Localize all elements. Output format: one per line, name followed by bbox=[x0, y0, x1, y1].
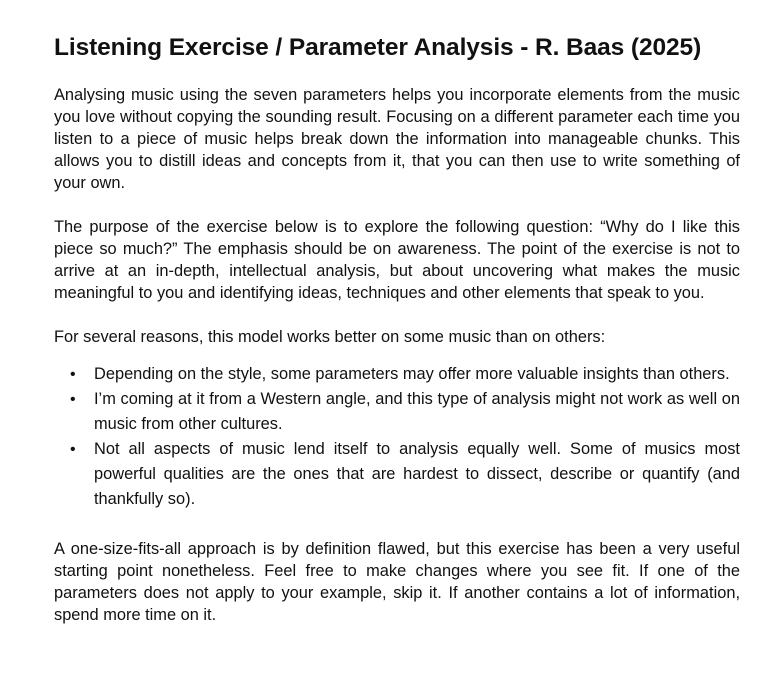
reasons-paragraph: For several reasons, this model works better on some music than on others: bbox=[54, 328, 606, 346]
list-item bbox=[54, 387, 740, 437]
list-item bbox=[54, 437, 740, 512]
purpose-paragraph: The purpose of the exercise below is to explore the following question: “Why do I like this piece so much?” The emphasis should be on awareness. The point of the exercise is not to arrive at an in-depth, intellectual analysis, but about uncovering what makes the music meaningful to you and identifying ideas, techniques and other elements that speak to you. bbox=[54, 218, 740, 302]
document-title: Listening Exercise / Parameter Analysis - R. Baas (2025) bbox=[54, 34, 702, 61]
bullet-icon: • bbox=[70, 391, 76, 408]
bullet-icon: • bbox=[70, 366, 76, 383]
list-item-text: I’m coming at it from a Western angle, and this type of analysis might not work as well on music from other cultures. bbox=[94, 390, 740, 433]
document-page bbox=[54, 32, 740, 626]
list-item-text: Not all aspects of music lend itself to analysis equally well. Some of musics most powerful qualities are the ones that are hardest to dissect, describe or quantify (and thankfully so). bbox=[94, 440, 740, 508]
intro-paragraph: Analysing music using the seven parameters helps you incorporate elements from the music you love without copying the sounding result. Focusing on a different parameter each time you listen to a piece of music helps break down the information into manageable chunks. This allows you to distill ideas and concepts from it, that you can then use to write something of your own. bbox=[54, 86, 740, 192]
closing-paragraph: A one-size-fits-all approach is by definition flawed, but this exercise has been a very useful starting point nonetheless. Feel free to make changes where you see fit. If one of the parameters does not apply to your example, skip it. If another contains a lot of information, spend more time on it. bbox=[54, 540, 740, 624]
list-item-text: Depending on the style, some parameters may offer more valuable insights than others. bbox=[94, 365, 730, 383]
list-item bbox=[54, 362, 740, 387]
reasons-list bbox=[54, 362, 740, 512]
bullet-icon: • bbox=[70, 441, 76, 458]
